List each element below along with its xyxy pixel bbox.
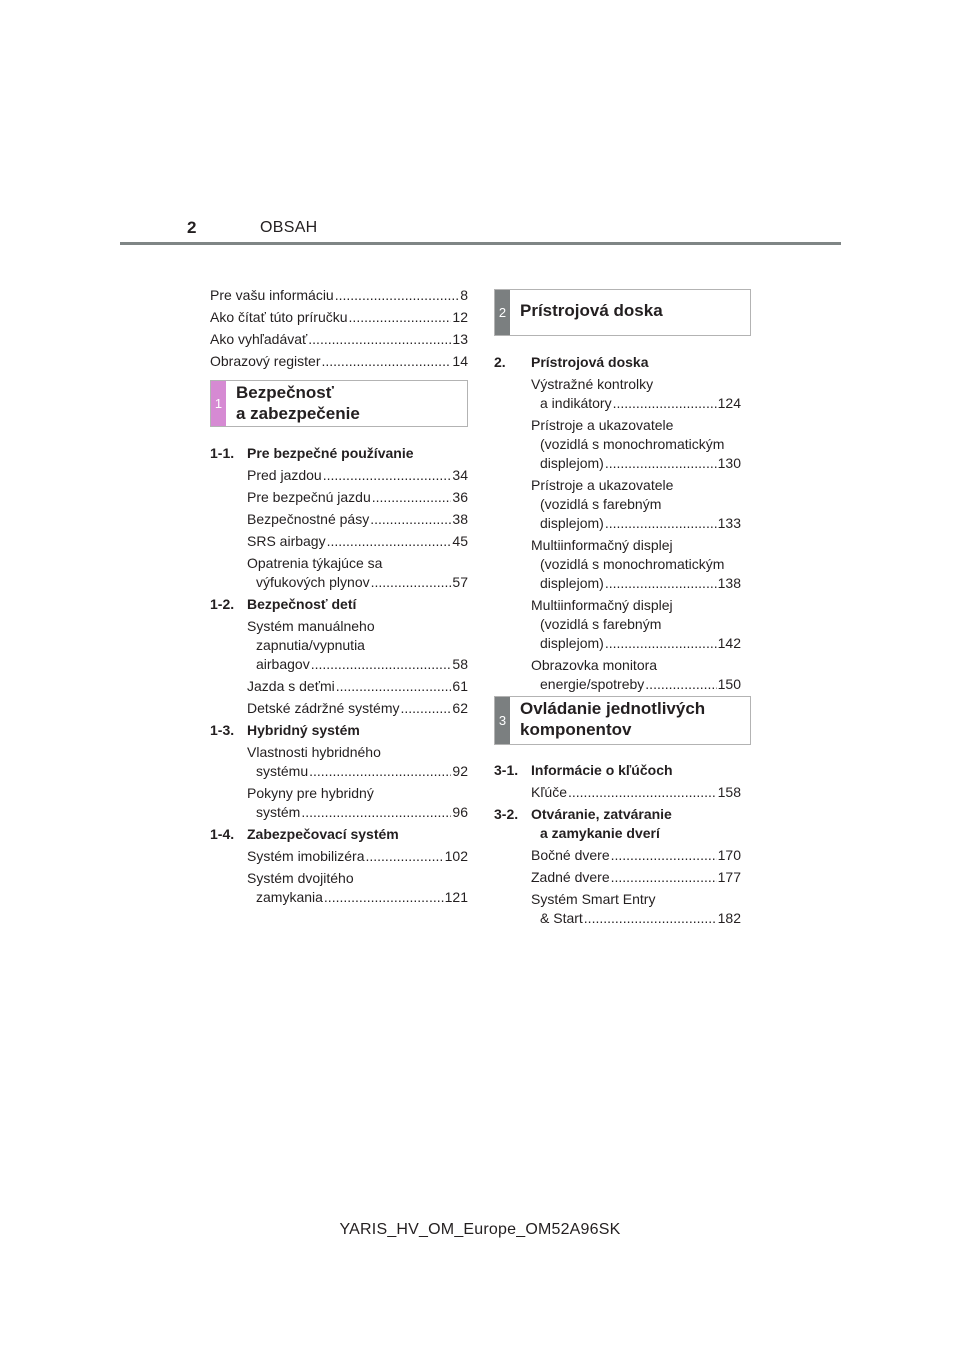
chapter-2-tab: 2 (495, 290, 510, 335)
toc-entry[interactable]: Bezpečnostné pásy ..... 38 (247, 510, 468, 529)
chapter-2-contents (494, 353, 741, 697)
toc-entry[interactable]: Systém Smart Entry & Start ..... 182 (531, 890, 741, 928)
toc-entry[interactable]: Prístroje a ukazovatele (vozidlá s farebným displejom) ..... 133 (531, 476, 741, 533)
toc-entry[interactable]: Systém manuálneho zapnutia/vypnutia airbagov ..... 58 (247, 617, 468, 674)
chapter-1-tab: 1 (211, 381, 226, 426)
toc-entry[interactable]: Kľúče ..... 158 (531, 783, 741, 802)
toc-entry[interactable]: Pre bezpečnú jazdu ..... 36 (247, 488, 468, 507)
chapter-1-contents (210, 444, 468, 910)
toc-entry[interactable]: Pre vašu informáciu ..... 8 (210, 286, 468, 305)
toc-entry[interactable]: Pokyny pre hybridný systém ..... 96 (247, 784, 468, 822)
toc-entry[interactable]: Vlastnosti hybridného systému ..... 92 (247, 743, 468, 781)
document-id: YARIS_HV_OM_Europe_OM52A96SK (339, 1221, 621, 1238)
chapter-1-header[interactable] (210, 380, 468, 427)
toc-entry[interactable]: Systém imobilizéra ..... 102 (247, 847, 468, 866)
toc-entry[interactable]: Multiinformačný displej (vozidlá s farebným displejom) ..... 142 (531, 596, 741, 653)
header-rule (120, 242, 841, 245)
toc-entry[interactable]: Opatrenia týkajúce sa výfukových plynov ..... 57 (247, 554, 468, 592)
page-number: 2 (187, 218, 197, 237)
toc-entry[interactable]: Obrazovka monitora energie/spotreby ..... 150 (531, 656, 741, 694)
toc-entry[interactable]: Detské zádržné systémy ..... 62 (247, 699, 468, 718)
toc-entry[interactable]: Ako čítať túto príručku ..... 12 (210, 308, 468, 327)
intro-list (210, 286, 468, 374)
chapter-2-title: Prístrojová doska (520, 301, 663, 320)
section-heading[interactable]: 1-2. Bezpečnosť detí (210, 596, 357, 612)
toc-entry[interactable]: Jazda s deťmi ..... 61 (247, 677, 468, 696)
page-title: OBSAH (260, 219, 318, 236)
chapter-3-title: Ovládanie jednotlivých komponentov (520, 699, 706, 739)
section-heading[interactable]: 1-1. Pre bezpečné používanie (210, 445, 414, 461)
toc-entry[interactable]: Ako vyhľadávať ..... 13 (210, 330, 468, 349)
chapter-3-tab: 3 (495, 697, 510, 744)
chapter-1-title: Bezpečnosť a zabezpečenie (236, 383, 360, 423)
toc-entry[interactable]: Prístroje a ukazovatele (vozidlá s monochromatickým displejom) ..... 130 (531, 416, 741, 473)
toc-entry[interactable]: Systém dvojitého zamykania ..... 121 (247, 869, 468, 907)
toc-entry[interactable]: Pred jazdou ..... 34 (247, 466, 468, 485)
toc-entry[interactable]: SRS airbagy ..... 45 (247, 532, 468, 551)
toc-entry[interactable]: Zadné dvere ..... 177 (531, 868, 741, 887)
section-heading[interactable]: 1-4. Zabezpečovací systém (210, 826, 399, 842)
section-heading[interactable]: 2. Prístrojová doska (494, 354, 649, 370)
section-heading[interactable]: 3-2. Otváranie, zatváranie a zamykanie dverí (494, 806, 672, 841)
chapter-2-header[interactable] (494, 289, 751, 336)
section-heading[interactable]: 1-3. Hybridný systém (210, 722, 360, 738)
chapter-3-header[interactable] (494, 696, 751, 745)
toc-entry[interactable]: Bočné dvere ..... 170 (531, 846, 741, 865)
toc-entry[interactable]: Obrazový register ..... 14 (210, 352, 468, 371)
toc-entry[interactable]: Multiinformačný displej (vozidlá s monochromatickým displejom) ..... 138 (531, 536, 741, 593)
section-heading[interactable]: 3-1. Informácie o kľúčoch (494, 762, 673, 778)
toc-entry[interactable]: Výstražné kontrolky a indikátory ..... 124 (531, 375, 741, 413)
chapter-3-contents (494, 761, 741, 931)
